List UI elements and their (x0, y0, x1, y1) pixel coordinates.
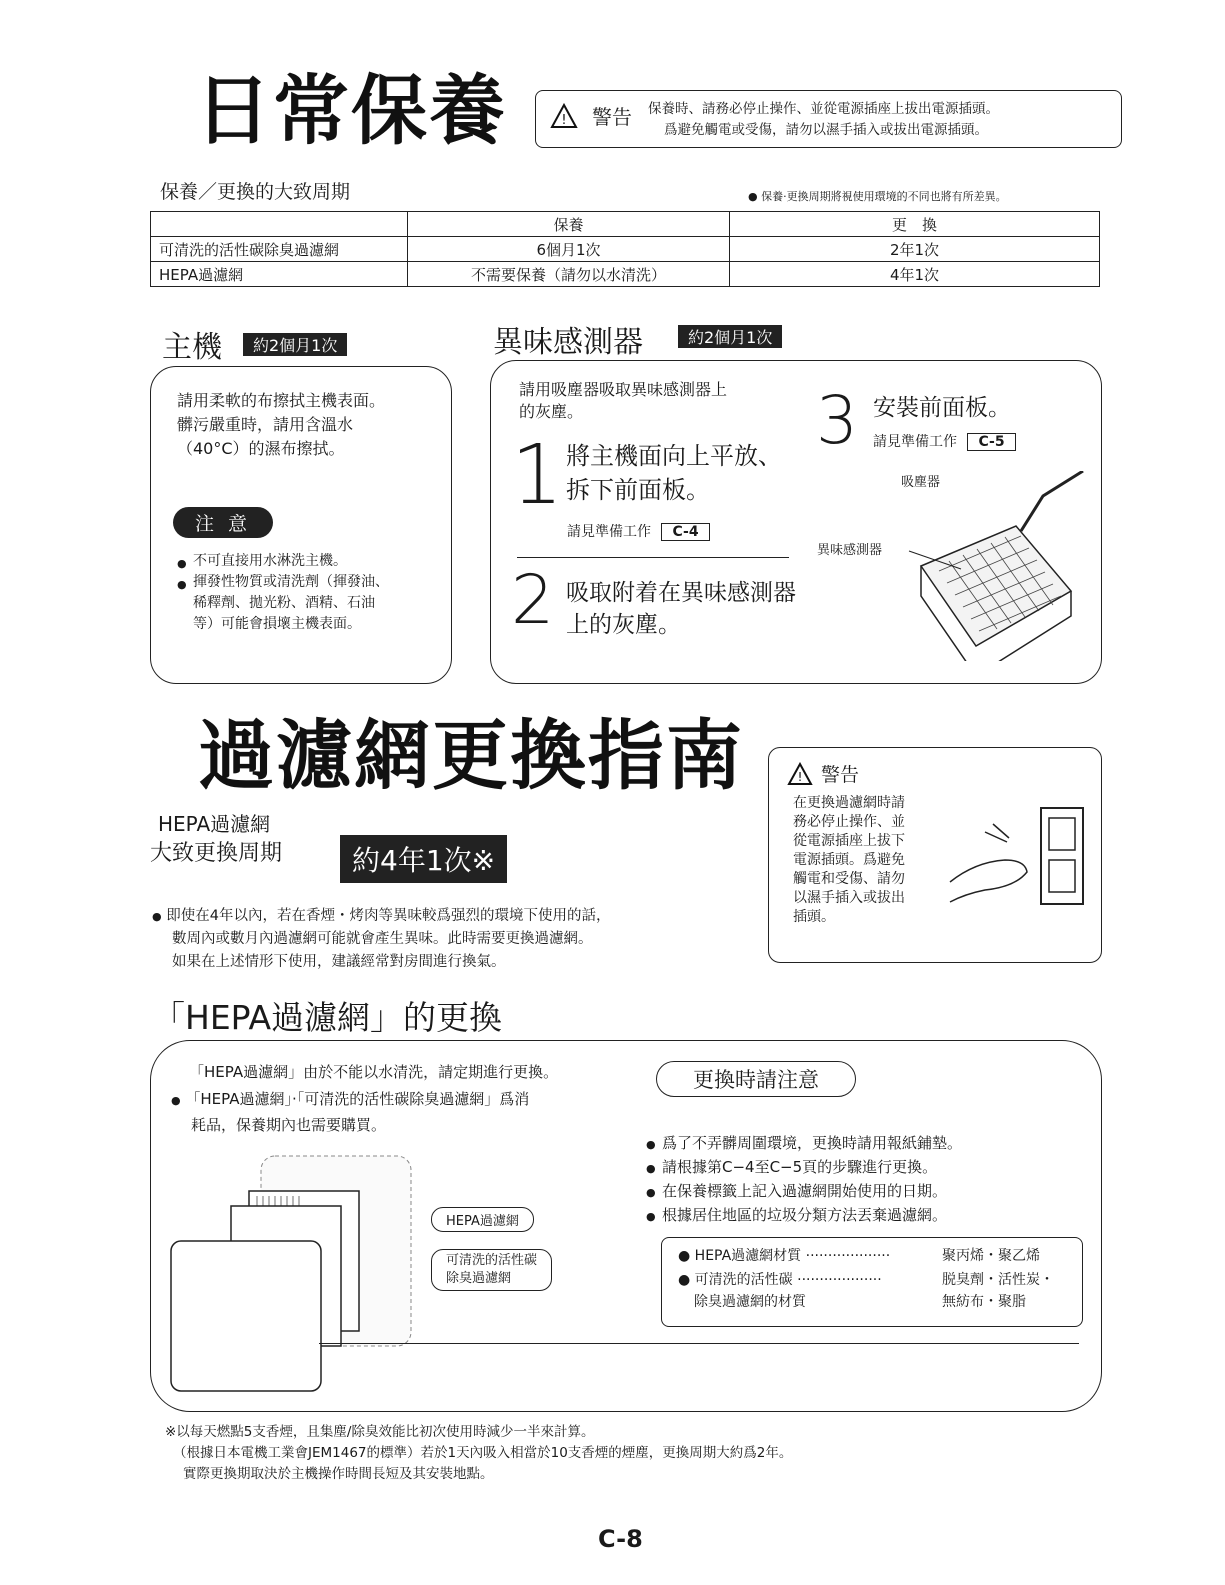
table-cell (151, 212, 408, 237)
material-value: 聚丙烯・聚乙烯 (942, 1248, 1040, 1264)
list-item: ● 爲了不弄髒周圍環境，更換時請用報紙鋪墊。 (646, 1131, 962, 1155)
material-box (661, 1237, 1083, 1327)
cycle-value-badge: 約4年1次※ (340, 835, 507, 883)
step1-ref-tag: C-4 (661, 523, 709, 541)
hepa-intro: 「HEPA過濾網」由於不能以水清洗，請定期進行更換。 (189, 1063, 559, 1081)
daily-care-title: 日常保養 (195, 66, 507, 155)
hepa-bullet-line: ● 「HEPA過濾網」·「可清洗的活性碳除臭過濾網」爲消 (171, 1090, 530, 1108)
hepa-bullet-text: 「HEPA過濾網」·「可清洗的活性碳除臭過濾網」爲消 (185, 1090, 530, 1108)
material-name: HEPA過濾網材質 (694, 1248, 802, 1264)
cycle-note: ● 保養·更換周期將視使用環境的不同也將有所差異。 (748, 190, 1007, 203)
caution-badge: 注 意 (173, 507, 273, 538)
cycle-note-text: 保養·更換周期將視使用環境的不同也將有所差異。 (761, 190, 1007, 203)
sensor-intro-line: 的灰塵。 (519, 402, 584, 421)
daily-warning-line2: 爲避免觸電或受傷，請勿以濕手插入或拔出電源插頭。 (664, 122, 988, 138)
svg-text:!: ! (797, 770, 803, 784)
warning-line: 插頭。 (793, 909, 835, 925)
baseline-rule (319, 1343, 1079, 1344)
filter-exploded-illustration (161, 1146, 421, 1396)
warning-line: 電源插頭。爲避免 (793, 852, 905, 868)
list-item: ● 請根據第C−4至C−5頁的步驟進行更換。 (646, 1155, 962, 1179)
warning-line: 觸電和受傷、請勿 (793, 871, 905, 887)
odor-bullet-line: 數周內或數月內過濾網可能就會產生異味。此時需要更換過濾網。 (172, 931, 593, 947)
step1-line: 拆下前面板。 (566, 476, 710, 504)
notice-list (646, 1131, 962, 1227)
table-row (151, 212, 1100, 237)
carbon-callout-line: 可清洗的活性碳 (446, 1253, 538, 1268)
main-unit-panel (150, 366, 452, 684)
page-number: C-8 (598, 1525, 643, 1553)
table-cell: 更 換 (730, 212, 1100, 237)
sensor-illustration (901, 471, 1086, 661)
main-unit-text (177, 389, 385, 461)
footnote-line: （根據日本電機工業會JEM1467的標準）若於1天內吸入相當於10支香煙的煙塵，更換周期大約爲2年。 (173, 1445, 793, 1461)
sensor-title: 異味感測器 (493, 325, 643, 360)
caution-line: ● 揮發性物質或清洗劑（揮發油、 (193, 574, 389, 590)
cycle-heading: 保養／更換的大致周期 (160, 181, 351, 203)
warning-line: 以濕手插入或拔出 (793, 890, 905, 906)
footnote-line: ※以每天燃點5支香煙，且集塵/除臭效能比初次使用時減少一半來計算。 (165, 1424, 595, 1440)
material-row: ● HEPA過濾網材質 ··················· (678, 1248, 891, 1264)
main-unit-title: 主機 (162, 330, 222, 365)
svg-text:!: ! (561, 113, 567, 128)
plug-outlet-illustration (945, 802, 1095, 912)
warning-triangle-icon (550, 103, 578, 129)
step3-ref (873, 431, 1016, 451)
daily-warning-label: 警告 (592, 105, 632, 129)
main-unit-text-line: （40°C）的濕布擦拭。 (177, 439, 345, 458)
step1-ref (567, 521, 710, 541)
step2-line: 吸取附着在異味感測器 (566, 580, 796, 606)
odor-bullet-line: ● 即使在4年以內，若在香煙・烤肉等異味較爲强烈的環境下使用的話， (152, 908, 611, 924)
notice-title: 更換時請注意 (656, 1061, 856, 1097)
material-value: 無紡布・聚脂 (942, 1294, 1026, 1310)
hepa-bullet-line: 耗品，保養期內也需要購買。 (191, 1116, 387, 1134)
step3-ref-label: 請見準備工作 (873, 434, 957, 450)
caution-line: 稀釋劑、拋光粉、酒精、石油 (193, 595, 375, 611)
filter-warning-text (793, 794, 905, 927)
hepa-replace-title: 「HEPA過濾網」的更換 (152, 998, 503, 1037)
vacuum-label: 吸塵器 (901, 475, 941, 490)
sensor-intro (519, 379, 727, 423)
filter-warning-label: 警告 (821, 764, 860, 786)
step3-text: 安裝前面板。 (873, 395, 1011, 421)
step1-text (566, 439, 782, 507)
warning-line: 從電源插座上拔下 (793, 833, 905, 849)
daily-warning-box (535, 90, 1122, 148)
table-cell: 保養 (408, 212, 730, 237)
table-cell: 4年1次 (730, 262, 1100, 287)
hepa-callout: HEPA過濾網 (431, 1207, 534, 1232)
daily-warning-line1: 保養時、請務必停止操作、並從電源插座上拔出電源插頭。 (648, 101, 999, 117)
sensor-intro-line: 請用吸塵器吸取異味感測器上 (519, 380, 728, 399)
step1-ref-label: 請見準備工作 (567, 524, 651, 540)
list-item: ● 根據居住地區的垃圾分類方法丟棄過濾網。 (646, 1203, 962, 1227)
hepa-replace-panel (150, 1040, 1102, 1412)
material-name-cont: 除臭過濾網的材質 (694, 1294, 806, 1310)
warning-line: 在更換過濾網時請 (793, 795, 905, 811)
step1-line: 將主機面向上平放、 (566, 442, 782, 470)
filter-guide-title: 過濾網更換指南 (198, 711, 744, 800)
hepa-bullet (171, 1087, 529, 1137)
cycle-label: 大致更換周期 (150, 841, 283, 866)
filter-warning-box (768, 747, 1102, 963)
carbon-callout (431, 1249, 552, 1291)
footnote-line: 實際更換期取決於主機操作時間長短及其安裝地點。 (183, 1466, 494, 1482)
sensor-label: 異味感測器 (817, 543, 883, 558)
table-cell: 可清洗的活性碳除臭過濾網 (151, 237, 408, 262)
main-unit-interval-badge: 約2個月1次 (243, 333, 347, 356)
table-row (151, 262, 1100, 287)
table-row (151, 237, 1100, 262)
material-name: 可清洗的活性碳 (694, 1272, 793, 1288)
odor-bullet-line: 如果在上述情形下使用，建議經常對房間進行換氣。 (172, 954, 506, 970)
hepa-label: HEPA過濾網 (158, 812, 271, 836)
step3-ref-tag: C-5 (967, 433, 1015, 451)
material-row: ● 可清洗的活性碳 ··················· (678, 1272, 882, 1288)
list-item (177, 572, 447, 635)
caution-line: 等）可能會損壞主機表面。 (193, 616, 361, 632)
sensor-interval-badge: 約2個月1次 (678, 325, 782, 348)
warning-line: 務必停止操作、並 (793, 814, 905, 830)
step2-line: 上的灰塵。 (566, 612, 681, 638)
main-unit-text-line: 髒污嚴重時，請用含溫水 (177, 415, 354, 434)
sensor-panel (490, 360, 1102, 684)
table-cell: HEPA過濾網 (151, 262, 408, 287)
carbon-callout-line: 除臭過濾網 (446, 1271, 512, 1286)
table-cell: 6個月1次 (408, 237, 730, 262)
odor-line-text: 即使在4年以內，若在香煙・烤肉等異味較爲强烈的環境下使用的話， (166, 908, 611, 924)
cycle-table (150, 211, 1100, 287)
material-value: 脱臭劑・活性炭・ (942, 1272, 1054, 1288)
step1-number: 1 (511, 428, 564, 523)
list-item: ● 在保養標籤上記入過濾網開始使用的日期。 (646, 1179, 962, 1203)
main-unit-text-line: 請用柔軟的布擦拭主機表面。 (177, 391, 386, 410)
warning-triangle-icon (787, 762, 813, 786)
step3-number: 3 (816, 382, 858, 459)
step-divider (517, 557, 789, 558)
table-cell: 2年1次 (730, 237, 1100, 262)
list-item: ● 不可直接用水淋洗主機。 (177, 551, 447, 572)
odor-bullets (152, 905, 610, 974)
table-cell: 不需要保養（請勿以水清洗） (408, 262, 730, 287)
step2-number: 2 (511, 561, 555, 640)
step2-text (566, 577, 796, 641)
footnote (165, 1422, 792, 1485)
caution-list (177, 551, 447, 635)
